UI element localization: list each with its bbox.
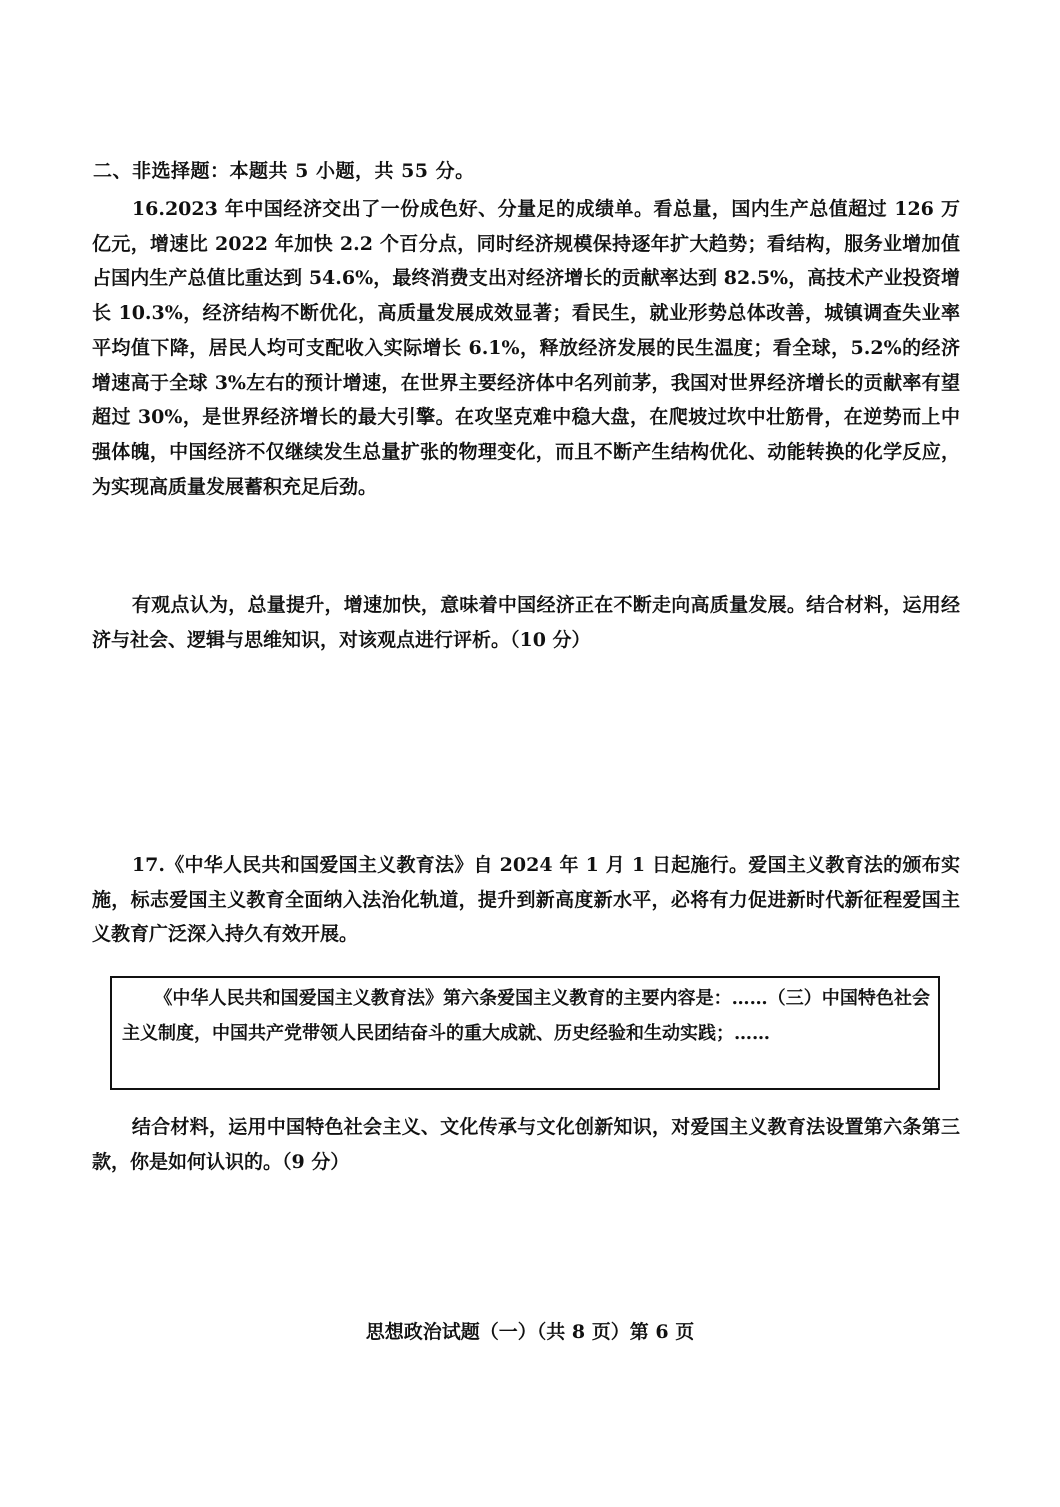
- question-17-material: 17.《中华人民共和国爱国主义教育法》自 2024 年 1 月 1 日起施行。爱国主义教育法的颁布实施，标志爱国主义教育全面纳入法治化轨道，提升到新高度新水平，必将有力促进新时代新征程爱国主义教育广泛深入持久有效开展。: [92, 854, 960, 946]
- section-heading: 二、非选择题：本题共 5 小题，共 55 分。: [93, 160, 475, 182]
- law-quote-box: [110, 976, 940, 1090]
- page-footer: 思想政治试题（一）（共 8 页）第 6 页: [365, 1321, 695, 1343]
- question-16-prompt: 有观点认为，总量提升，增速加快，意味着中国经济正在不断走向高质量发展。结合材料，运用经济与社会、逻辑与思维知识，对该观点进行评析。（10 分）: [92, 594, 960, 651]
- question-16-material: 16.2023 年中国经济交出了一份成色好、分量足的成绩单。看总量，国内生产总值超过 126 万亿元，增速比 2022 年加快 2.2 个百分点，同时经济规模保持逐年扩大趋势；看结构，服务业增加值占国内生产总值比重达到 54.6%，最终消费支出对经济增长的贡献率达到 82.5%，高技术产业投资增长 10.3%，经济结构不断优化，高质量发展成效显著；看民生，就业形势总体改善，城镇调查失业率平均值下降，居民人均可支配收入实际增长 6.1%，释放经济发展的民生温度；看全球，5.2%的经济增速高于全球 3%左右的预计增速，在世界主要经济体中名列前茅，我国对世界经济增长的贡献率有望超过 30%，是世界经济增长的最大引擎。在攻坚克难中稳大盘，在爬坡过坎中壮筋骨，在逆势而上中强体魄，中国经济不仅继续发生总量扩张的物理变化，而且不断产生结构优化、动能转换的化学反应，为实现高质量发展蓄积充足后劲。: [92, 198, 960, 498]
- question-17-prompt: 结合材料，运用中国特色社会主义、文化传承与文化创新知识，对爱国主义教育法设置第六条第三款，你是如何认识的。（9 分）: [92, 1116, 960, 1173]
- law-quote-text: 《中华人民共和国爱国主义教育法》第六条爱国主义教育的主要内容是：……（三）中国特色社会主义制度，中国共产党带领人民团结奋斗的重大成就、历史经验和生动实践；……: [122, 988, 930, 1044]
